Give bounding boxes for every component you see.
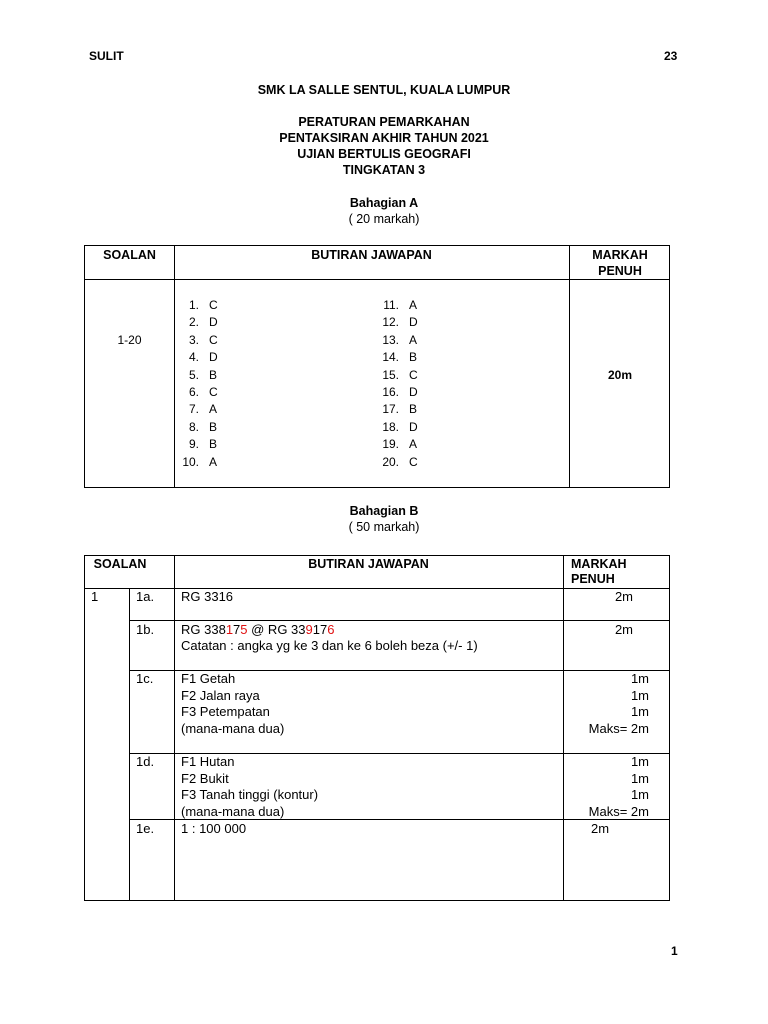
answer-letter: D [409, 315, 418, 330]
answer-item [175, 367, 218, 384]
answer-item [375, 332, 418, 349]
col-header-soalan: SOALAN [93, 557, 147, 571]
header-sulit: SULIT [89, 49, 124, 63]
answer-letter: C [209, 332, 218, 347]
answer-item [375, 297, 418, 314]
answer-number: 7. [188, 402, 199, 417]
answer-number: 19. [382, 437, 399, 452]
soalan-range: 1-20 [117, 333, 142, 347]
grid-ref-part: 7 [233, 622, 241, 637]
answer-list-left [175, 297, 218, 471]
answer-item [375, 401, 418, 418]
col-header-markah-line2: PENUH [598, 264, 642, 278]
section-a-heading: Bahagian A [349, 196, 419, 210]
grid-ref-digit-highlight: 1 [225, 622, 234, 637]
answer-letter: B [409, 402, 418, 417]
answer-line: (mana-mana dua) [181, 720, 285, 736]
mark-line: 1m [630, 754, 649, 769]
mark-line: 1m [630, 687, 649, 703]
table-divider [85, 588, 669, 589]
answer-number: 8. [188, 419, 199, 434]
col-header-butiran: BUTIRAN JAWAPAN [308, 557, 429, 571]
answer-item [375, 436, 418, 453]
answer-letter: D [209, 315, 218, 330]
section-b-heading: Bahagian B [349, 504, 419, 518]
answer-number: 3. [188, 332, 199, 347]
answer-item [375, 454, 418, 471]
mark-line: 1m [630, 770, 649, 786]
table-divider [129, 589, 130, 900]
col-header-soalan: SOALAN [103, 248, 156, 262]
answer-letter: D [409, 385, 418, 400]
table-divider [129, 620, 669, 621]
grid-ref-part: @ RG 33 [247, 622, 306, 637]
answer-item [375, 419, 418, 436]
answer-1d [181, 754, 318, 820]
answer-number: 2. [188, 315, 199, 330]
answer-number: 10. [182, 454, 199, 469]
answer-letter: D [409, 419, 418, 434]
doc-title-line4: TINGKATAN 3 [342, 163, 426, 177]
grid-ref-part: RG 338 [181, 622, 226, 637]
answer-1a: RG 3316 [181, 589, 234, 604]
col-header-markah [571, 557, 627, 587]
mark-line: 1m [630, 671, 649, 686]
table-divider [563, 556, 564, 900]
row-label-1e: 1e. [136, 821, 155, 836]
answer-letter: A [409, 298, 418, 312]
grid-ref-digit-highlight: 5 [240, 622, 248, 637]
answer-number: 13. [382, 332, 399, 347]
answer-letter: C [409, 367, 418, 382]
answer-item [175, 384, 218, 401]
mark-line: Maks= 2m [588, 720, 649, 736]
answer-number: 4. [188, 350, 199, 365]
answer-item [375, 367, 418, 384]
marks-1c [589, 671, 649, 737]
answer-item [375, 349, 418, 366]
answer-letter: C [209, 298, 218, 312]
answer-letter: A [409, 332, 418, 347]
table-divider [85, 279, 669, 280]
grid-ref-digit-highlight: 9 [305, 622, 313, 637]
answer-number: 15. [382, 367, 399, 382]
answer-letter: C [209, 385, 218, 400]
section-b-marks: ( 50 markah) [348, 520, 420, 534]
row-label-1d: 1d. [136, 754, 155, 769]
answer-item [175, 349, 218, 366]
mark-1a: 2m [614, 589, 633, 604]
answer-item [175, 401, 218, 418]
answer-number: 11. [383, 298, 399, 312]
answer-number: 6. [188, 385, 199, 400]
row-label-1c: 1c. [136, 671, 154, 686]
answer-line: F3 Petempatan [181, 704, 270, 719]
answer-item [175, 314, 218, 331]
answer-line: (mana-mana dua) [181, 803, 285, 819]
section-a-table [84, 245, 670, 488]
col-header-butiran: BUTIRAN JAWAPAN [311, 248, 432, 262]
answer-letter: C [409, 454, 418, 469]
doc-title-line1: PERATURAN PEMARKAHAN [298, 115, 470, 129]
answer-letter: A [409, 437, 418, 452]
doc-title-line3: UJIAN BERTULIS GEOGRAFI [297, 147, 471, 161]
row-label-1b: 1b. [136, 622, 155, 637]
answer-letter: B [209, 437, 218, 452]
answer-item [175, 419, 218, 436]
answer-item [175, 436, 218, 453]
answer-letter: D [209, 350, 218, 365]
answer-number: 5. [188, 367, 199, 382]
answer-letter: B [209, 367, 218, 382]
answer-1c [181, 671, 284, 737]
answer-letter: A [209, 402, 218, 417]
grid-ref-part: 17 [312, 622, 328, 637]
answer-list-right [375, 297, 418, 471]
answer-line: F2 Jalan raya [181, 687, 260, 703]
col-header-markah [569, 247, 671, 279]
section-b-table [84, 555, 670, 901]
table-divider [174, 556, 175, 900]
answer-line: F2 Bukit [181, 770, 229, 786]
answer-number: 16. [382, 385, 399, 400]
answer-item [175, 332, 218, 349]
answer-number: 17. [382, 402, 399, 417]
mark-1b: 2m [614, 622, 633, 637]
page-number: 1 [671, 944, 678, 958]
answer-number: 12. [382, 315, 399, 330]
col-header-markah-line1: MARKAH [592, 248, 648, 262]
note-1b: Catatan : angka yg ke 3 dan ke 6 boleh beza (+/- 1) [181, 638, 478, 653]
answer-number: 18. [382, 419, 399, 434]
answer-line: F1 Getah [181, 671, 236, 686]
answer-letter: B [209, 419, 218, 434]
mark-line: Maks= 2m [588, 803, 649, 819]
header-page-code: 23 [664, 49, 678, 63]
mark-line: 1m [630, 787, 649, 802]
grid-ref-digit-highlight: 6 [327, 622, 335, 637]
col-header-markah-line2: PENUH [571, 572, 615, 586]
mark-line: 1m [630, 704, 649, 719]
answer-item [375, 384, 418, 401]
answer-1b [181, 622, 334, 639]
answer-letter: B [409, 350, 418, 365]
answer-number: 14. [382, 350, 399, 365]
school-name: SMK LA SALLE SENTUL, KUALA LUMPUR [257, 83, 511, 97]
answer-number: 9. [188, 437, 199, 452]
row-label-1a: 1a. [136, 589, 155, 604]
answer-item [175, 297, 218, 314]
answer-number: 1. [188, 298, 199, 312]
marks-1d [589, 754, 649, 820]
doc-title-line2: PENTAKSIRAN AKHIR TAHUN 2021 [279, 131, 489, 145]
answer-item [375, 314, 418, 331]
answer-item [175, 454, 218, 471]
answer-number: 20. [382, 454, 399, 469]
col-header-markah-line1: MARKAH [571, 557, 627, 571]
mark-1e: 2m [591, 821, 610, 836]
question-number: 1 [91, 589, 99, 604]
total-marks-a: 20m [607, 368, 633, 382]
answer-line: F1 Hutan [181, 754, 235, 769]
answer-line: F3 Tanah tinggi (kontur) [181, 787, 319, 802]
answer-letter: A [209, 454, 218, 469]
answer-1e: 1 : 100 000 [181, 821, 247, 836]
section-a-marks: ( 20 markah) [348, 212, 420, 226]
